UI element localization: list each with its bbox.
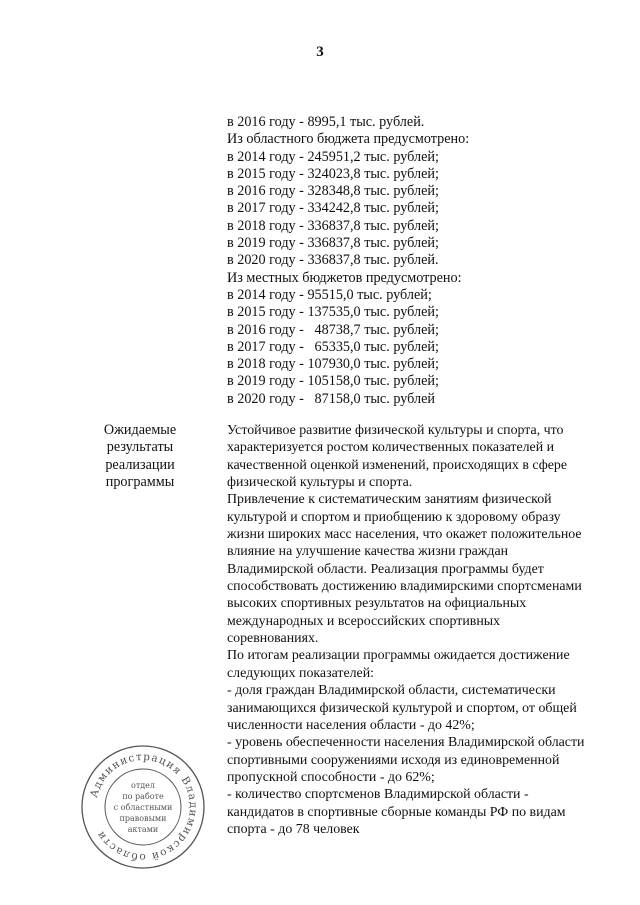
results-line: способствовать достижению владимирскими спортсменами xyxy=(227,579,582,595)
results-line: соревнованиях. xyxy=(227,631,319,647)
page-number: 3 xyxy=(316,44,324,60)
results-line: Владимирской области. Реализация программы будет xyxy=(227,561,544,577)
results-label xyxy=(80,422,200,491)
results-label-line: реализации xyxy=(105,456,175,473)
results-line: высоких спортивных результатов на официальных xyxy=(227,596,527,612)
results-label-line: программы xyxy=(105,473,175,490)
funding-line: в 2016 году - 48738,7 тыс. рублей; xyxy=(227,321,439,338)
results-line: кандидатов в спортивные сборные команды РФ по видам xyxy=(227,804,566,820)
results-label-line: результаты xyxy=(106,439,174,456)
results-line: спорта - до 78 человек xyxy=(227,821,360,837)
results-line: - количество спортсменов Владимирской области - xyxy=(227,787,529,803)
results-line: характеризуется ростом количественных показателей и xyxy=(227,440,555,456)
results-line: культурой и спортом и приобщению к здоровому образу xyxy=(227,509,561,525)
results-line: физической культуры и спорта. xyxy=(227,475,413,491)
stamp-center-line: с областными xyxy=(113,803,173,812)
funding-line: в 2020 году - 336837,8 тыс. рублей. xyxy=(227,252,439,269)
funding-line: в 2017 году - 334242,8 тыс. рублей; xyxy=(227,200,439,217)
results-line: влияние на улучшение качества жизни граждан xyxy=(227,544,509,560)
funding-line: в 2014 году - 95515,0 тыс. рублей; xyxy=(227,286,432,303)
stamp-center-line: по работе xyxy=(122,792,164,801)
funding-line: в 2016 году - 8995,1 тыс. рублей. xyxy=(227,114,425,130)
results-line: - доля граждан Владимирской области, систематически xyxy=(227,683,556,699)
results-line: По итогам реализации программы ожидается достижение xyxy=(227,648,570,664)
funding-line: в 2020 году - 87158,0 тыс. рублей xyxy=(227,390,435,407)
stamp-center-line: актами xyxy=(127,825,159,834)
funding-line: в 2016 году - 328348,8 тыс. рублей; xyxy=(227,183,439,200)
stamp-center-line: правовыми xyxy=(119,814,167,823)
funding-line: в 2019 году - 105158,0 тыс. рублей; xyxy=(227,373,439,390)
funding-heading-regional: Из областного бюджета предусмотрено: xyxy=(227,131,470,148)
funding-heading-local: Из местных бюджетов предусмотрено: xyxy=(227,269,462,286)
funding-line: в 2018 году - 336837,8 тыс. рублей; xyxy=(227,217,439,234)
funding-line: в 2018 году - 107930,0 тыс. рублей; xyxy=(227,356,439,373)
stamp-ring-text: Администрация Владимирской области xyxy=(87,750,200,864)
results-line: Привлечение к систематическим занятиям физической xyxy=(227,492,552,508)
results-line: международных и всероссийских спортивных xyxy=(227,613,501,629)
results-label-line: Ожидаемые xyxy=(103,422,177,438)
funding-line: в 2017 году - 65335,0 тыс. рублей; xyxy=(227,338,439,355)
funding-line: в 2015 году - 324023,8 тыс. рублей; xyxy=(227,165,439,182)
funding-line: в 2019 году - 336837,8 тыс. рублей; xyxy=(227,235,439,252)
funding-section xyxy=(227,114,617,408)
results-line: численности населения области - до 42%; xyxy=(227,717,475,733)
results-line: Устойчивое развитие физической культуры и спорта, что xyxy=(227,423,564,438)
funding-line: в 2015 году - 137535,0 тыс. рублей; xyxy=(227,304,439,321)
funding-line: в 2014 году - 245951,2 тыс. рублей; xyxy=(227,148,439,165)
results-line: жизни широких масс населения, что окажет положительное xyxy=(227,527,582,543)
results-line: занимающихся физической культурой и спортом, от общей xyxy=(227,700,577,716)
results-line: качественной оценкой изменений, происходящих в сфере xyxy=(227,457,567,473)
results-line: спортивными сооружениями исходя из единовременной xyxy=(227,752,560,768)
results-line: следующих показателей: xyxy=(227,665,375,681)
results-line: - уровень обеспеченности населения Владимирской области xyxy=(227,735,585,751)
stamp-center-line: отдел xyxy=(131,781,155,790)
official-stamp xyxy=(78,742,208,872)
results-section xyxy=(227,422,617,838)
results-line: пропускной способности - до 62%; xyxy=(227,769,435,785)
